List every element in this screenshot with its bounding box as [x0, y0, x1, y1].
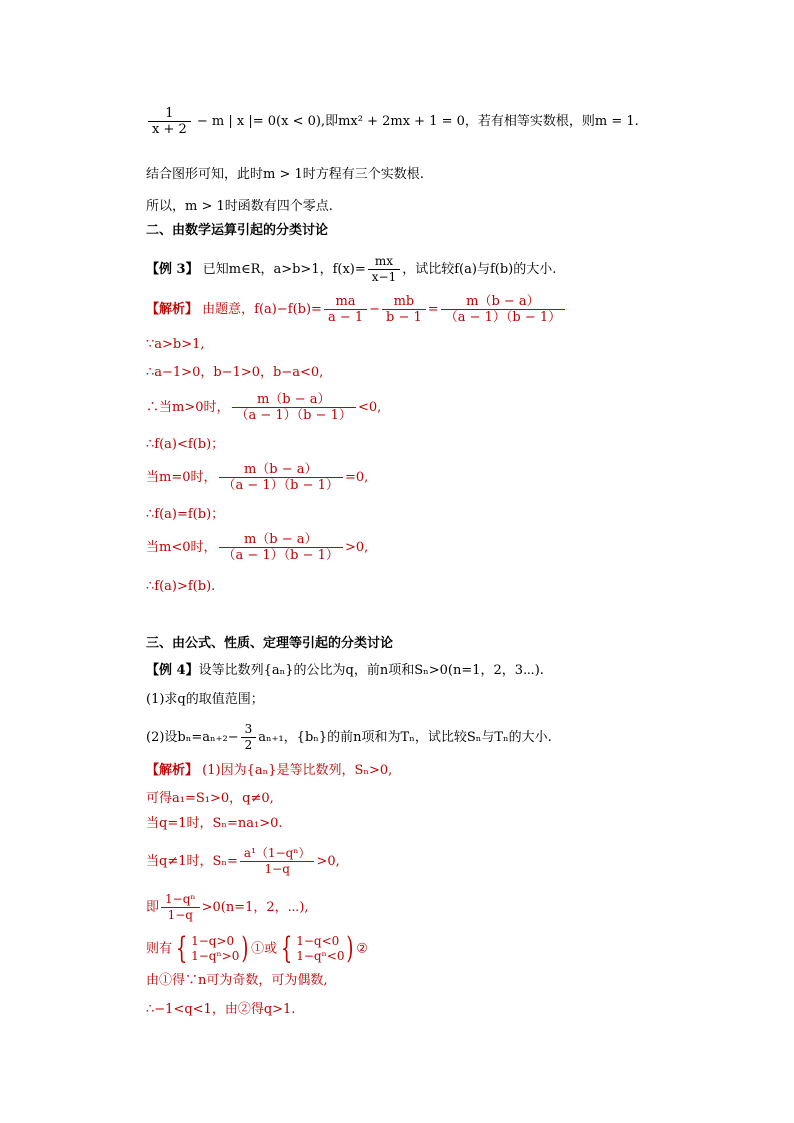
analysis4-step-6 — [146, 931, 368, 966]
section3-heading: 三、由公式、性质、定理等引起的分类讨论 — [146, 636, 394, 651]
question-2-pre: (2)设bₙ=aₙ₊₂− — [146, 730, 239, 745]
step-3-num: m（b − a） — [256, 392, 331, 407]
step-5-post: =0, — [344, 470, 369, 485]
step-3-post: <0, — [357, 400, 382, 415]
example3-pre: 已知m∈R，a>b>1，f(x)= — [202, 262, 366, 277]
intro-equation-line — [146, 106, 639, 137]
a5-den: 1−q — [161, 907, 200, 923]
intro-frac-num: 1 — [165, 106, 174, 121]
question-1: (1)求q的取值范围； — [146, 692, 264, 707]
minus-sign: − — [369, 302, 381, 317]
a5-post: >0(n=1，2，⋯), — [201, 900, 309, 915]
frac-ma-den: a − 1 — [324, 309, 367, 325]
brace-left-a: { — [175, 931, 188, 966]
analysis3-tag: 【解析】 — [146, 302, 199, 317]
step-7-num: m（b − a） — [243, 532, 318, 547]
analysis4-step-2: 可得a₁=S₁>0，q≠0, — [146, 791, 274, 806]
equals-sign: = — [427, 302, 439, 317]
analysis3-pre: 由题意，f(a)−f(b)= — [202, 302, 322, 317]
step-4: ∴f(a)<f(b)； — [146, 437, 225, 452]
example3-fraction — [368, 254, 400, 285]
frac-main-den: （a − 1）（b − 1） — [441, 309, 565, 325]
q2-frac-num: 3 — [244, 722, 253, 736]
frac-ma — [324, 294, 367, 325]
analysis4-step-7: 由①得∵n可为奇数，可为偶数, — [146, 973, 328, 988]
step-5-num: m（b − a） — [243, 462, 318, 477]
example4-line — [146, 662, 544, 680]
step-7-fraction — [219, 532, 343, 563]
step-5 — [146, 462, 368, 493]
step-3 — [146, 392, 381, 423]
analysis4-line — [146, 762, 392, 780]
step-3-den: （a − 1）（b − 1） — [232, 407, 356, 423]
frac-ma-num: ma — [335, 294, 356, 309]
example3-tag: 【例 3】 — [146, 262, 199, 277]
step-5-den: （a − 1）（b − 1） — [219, 477, 343, 493]
analysis4-step-5 — [146, 892, 309, 923]
a5-num: 1−qⁿ — [165, 892, 196, 906]
system-a-1: 1−q>0 — [191, 934, 235, 948]
step-5-fraction — [219, 462, 343, 493]
frac-mb-den: b − 1 — [382, 309, 426, 325]
analysis3-line — [146, 294, 567, 325]
brace-left-b: { — [280, 931, 293, 966]
analysis4-step-3: 当q=1时，Sₙ=na₁>0. — [146, 816, 283, 831]
frac-mb — [382, 294, 426, 325]
step-7-post: >0, — [344, 540, 369, 555]
step-5-pre: 当m=0时， — [146, 470, 217, 485]
step-7-den: （a − 1）（b − 1） — [219, 547, 343, 563]
section2-heading: 二、由数学运算引起的分类讨论 — [146, 223, 329, 238]
analysis4-step-4 — [146, 846, 340, 877]
q2-frac-den: 2 — [241, 737, 257, 753]
intro-line-2: 结合图形可知，此时m > 1时方程有三个实数根. — [146, 167, 424, 182]
step-3-fraction — [232, 392, 356, 423]
a4-den: 1−q — [240, 861, 315, 877]
frac-mb-num: mb — [393, 294, 415, 309]
analysis4-step-1: (1)因为{aₙ}是等比数列，Sₙ>0, — [202, 763, 393, 778]
intro-frac-den: x + 2 — [148, 121, 191, 137]
a6-post: ② — [356, 941, 368, 957]
a4-num: a¹（1−qⁿ） — [243, 846, 311, 860]
example4-tag: 【例 4】 — [146, 663, 199, 678]
step-7-pre: 当m<0时， — [146, 540, 217, 555]
frac-main — [441, 294, 565, 325]
a4-fraction — [240, 846, 315, 877]
example3-frac-den: x−1 — [368, 269, 400, 285]
analysis4-step-8: ∴−1<q<1，由②得q>1. — [146, 1002, 296, 1017]
a4-pre: 当q≠1时，Sₙ= — [146, 854, 238, 869]
a5-pre: 即 — [146, 900, 160, 915]
system-b-1: 1−q<0 — [296, 934, 340, 948]
question-2-fraction — [241, 722, 257, 753]
intro-fraction — [148, 106, 191, 137]
step-1: ∵a>b>1, — [146, 337, 205, 352]
brace-right-a: ) — [241, 931, 249, 966]
step-8: ∴f(a)>f(b). — [146, 579, 216, 594]
example3-post: ，试比较f(a)与f(b)的大小. — [402, 262, 557, 277]
example3-line — [146, 254, 556, 285]
system-b — [296, 934, 344, 964]
step-6: ∴f(a)=f(b)； — [146, 507, 225, 522]
system-a — [191, 934, 239, 964]
frac-main-num: m（b − a） — [466, 294, 540, 309]
question-2-post: aₙ₊₁，{bₙ}的前n项和为Tₙ，试比较Sₙ与Tₙ的大小. — [258, 730, 552, 745]
step-2: ∴a−1>0，b−1>0，b−a<0, — [146, 365, 324, 380]
a6-mid: ①或 — [251, 941, 278, 957]
a4-post: >0, — [316, 854, 340, 869]
step-3-pre: ∴当m>0时， — [146, 400, 230, 415]
a5-fraction — [161, 892, 200, 923]
question-2 — [146, 722, 552, 753]
system-b-2: 1−qⁿ<0 — [296, 949, 345, 963]
analysis4-tag: 【解析】 — [146, 763, 199, 778]
intro-eq-rest: − m | x |= 0(x < 0),即mx² + 2mx + 1 = 0，若有相等实数根，则m = 1. — [196, 114, 639, 129]
system-a-2: 1−qⁿ>0 — [191, 949, 240, 963]
intro-line-3: 所以，m > 1时函数有四个零点. — [146, 199, 333, 214]
brace-right-b: ) — [346, 931, 354, 966]
example3-frac-num: mx — [374, 254, 394, 268]
step-7 — [146, 532, 368, 563]
example4-text: 设等比数列{aₙ}的公比为q，前n项和Sₙ>0(n=1，2，3⋯). — [198, 663, 544, 678]
a6-pre: 则有 — [146, 941, 173, 957]
